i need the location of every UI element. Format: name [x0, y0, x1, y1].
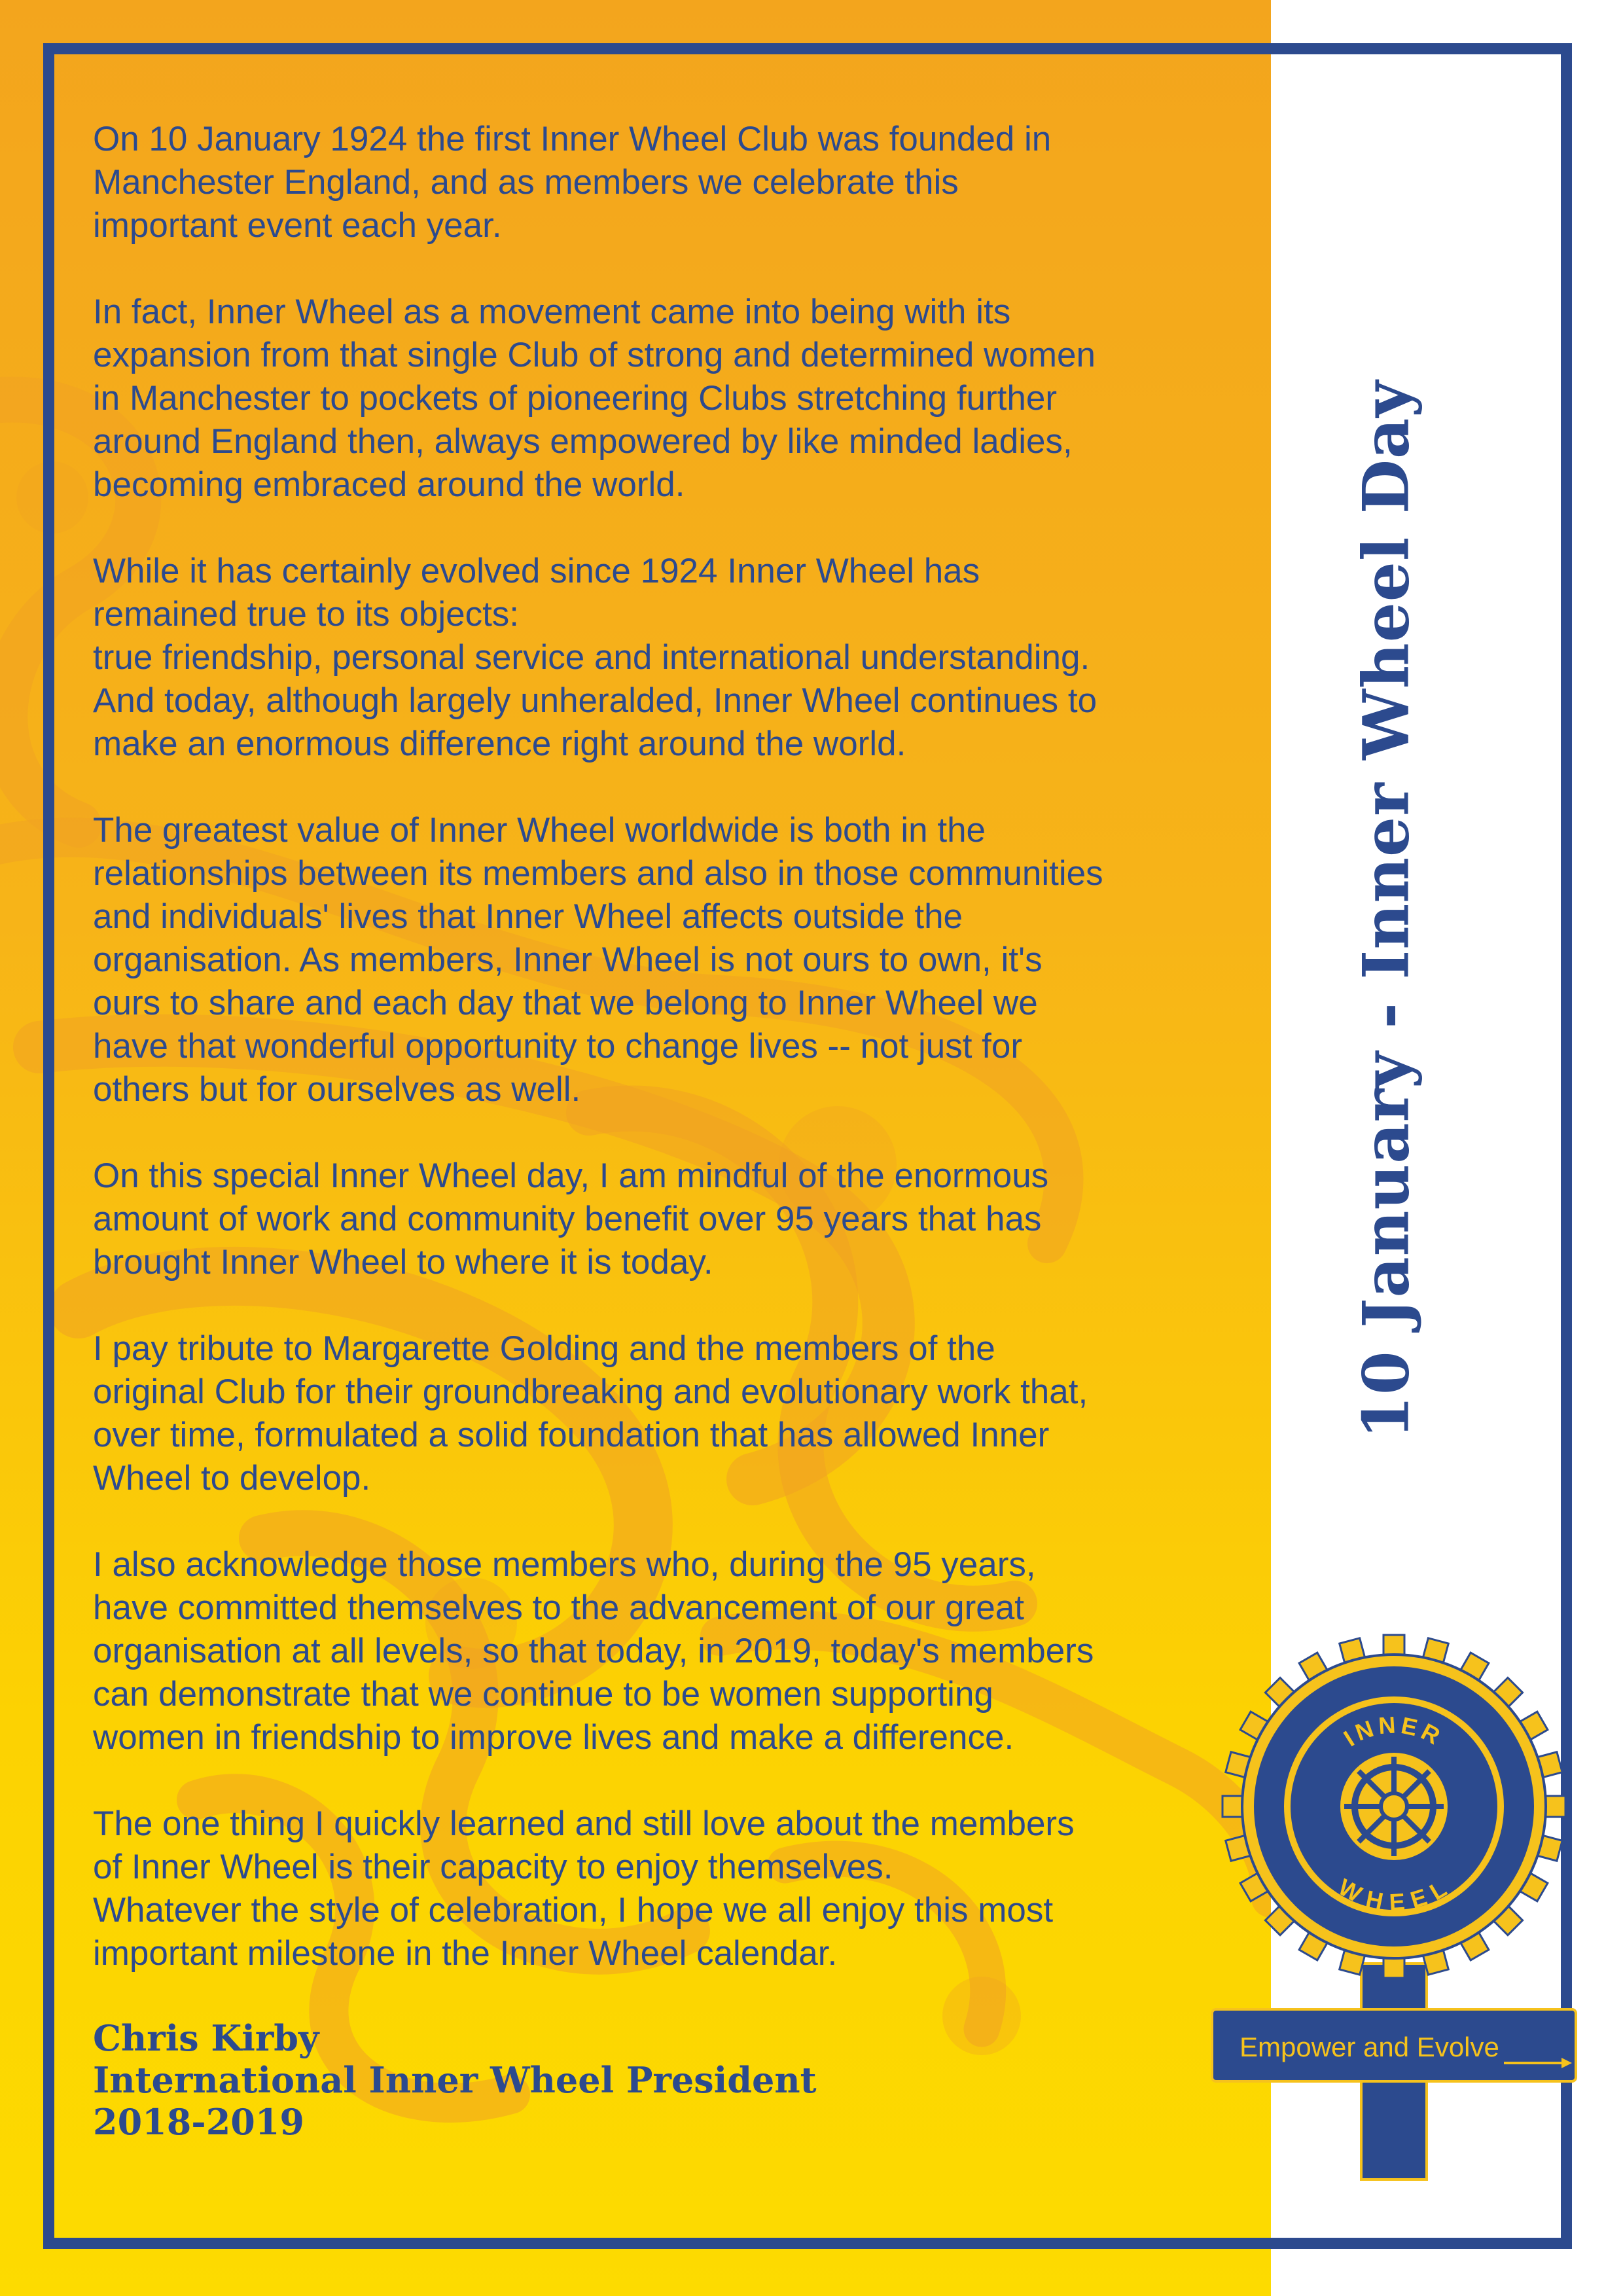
signature-block: [93, 2017, 817, 2143]
signature-name: Chris Kirby: [93, 2017, 319, 2059]
paragraph-1: On 10 January 1924 the first Inner Wheel Club was founded in Manchester England, and as members we celebrate this important event each year.: [93, 120, 1052, 245]
logo-top-text: INNER: [1338, 1711, 1448, 1752]
paragraph-7: I also acknowledge those members who, during the 95 years, have committed themselves to the advancement of our great organisation at all levels, so that today, in 2019, today's members can demonstrate that we continue to be women supporting women in friendship to improve lives and make a difference.: [93, 1545, 1094, 1757]
paragraph-6: I pay tribute to Margarette Golding and the members of the original Club for their groundbreaking and evolutionary work that, over time, formulated a solid foundation that has allowed Inner Wheel to develop.: [93, 1329, 1088, 1498]
inner-wheel-logo: [1198, 1623, 1590, 2212]
inner-wheel-emblem-icon: [1198, 1623, 1590, 2212]
paragraph-4: The greatest value of Inner Wheel worldwide is both in the relationships between its members and also in those communities and individuals' lives that Inner Wheel affects outside the organisation. As members, Inner Wheel is not ours to own, it's ours to share and each day that we belong to Inner Wheel we have that wonderful opportunity to change lives -- not just for others but for ourselves as well.: [93, 811, 1103, 1109]
logo-bottom-text: WHEEL: [1334, 1873, 1455, 1916]
paragraph-5: On this special Inner Wheel day, I am mindful of the enormous amount of work and community benefit over 95 years that has brought Inner Wheel to where it is today.: [93, 1157, 1049, 1282]
letter-body: [93, 118, 1258, 2018]
signature-years: 2018-2019: [93, 2101, 304, 2143]
paragraph-8: The one thing I quickly learned and still love about the members of Inner Wheel is their capacity to enjoy themselves. Whatever the style of celebration, I hope we all enjoy this most important milestone in the Inner Wheel calendar.: [93, 1804, 1075, 1973]
paragraph-2: In fact, Inner Wheel as a movement came into being with its expansion from that single Club of strong and determined women in Manchester to pockets of pioneering Clubs stretching further around England then, always empowered by like minded ladies, becoming embraced around the world.: [93, 293, 1096, 504]
signature-role: International Inner Wheel President: [93, 2059, 817, 2101]
logo-tagline: Empower and Evolve: [1240, 2032, 1499, 2062]
paragraph-3: While it has certainly evolved since 1924 Inner Wheel has remained true to its objects: true friendship, personal service and international understanding. And today, although largely unheralded, Inner Wheel continues to make an enormous difference right around the world.: [93, 552, 1097, 763]
vertical-page-title: 10 January - Inner Wheel Day: [1349, 380, 1423, 1439]
